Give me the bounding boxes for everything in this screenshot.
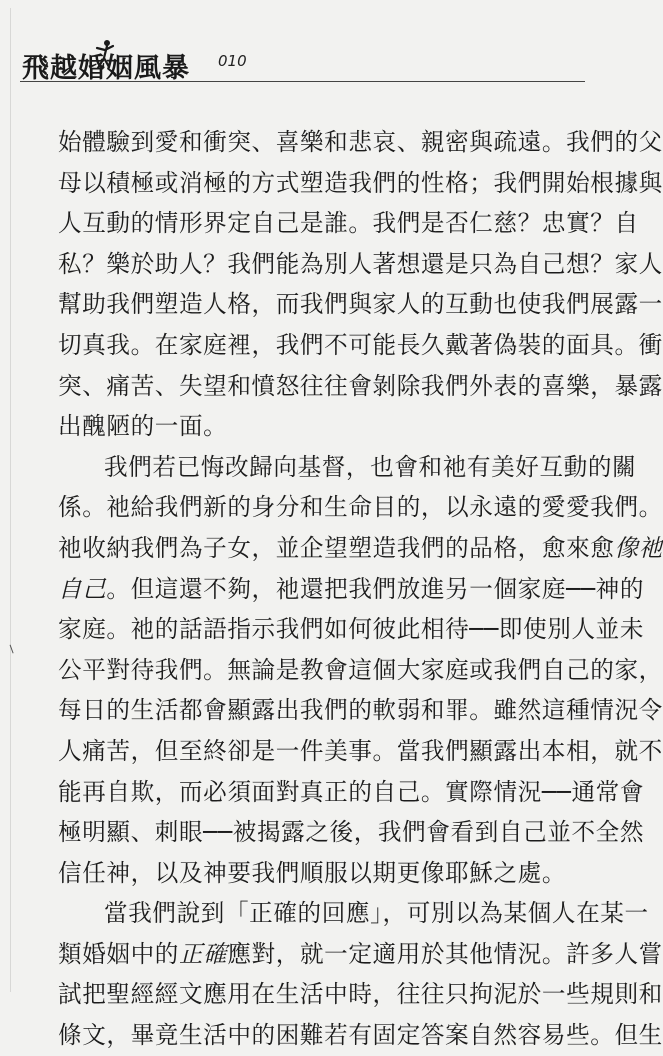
- text-line: 母以積極或消極的方式塑造我們的性格；我們開始根據與: [58, 168, 663, 197]
- text-line: 試把聖經經文應用在生活中時，往往只拘泥於一些規則和: [58, 980, 663, 1009]
- emphasis-text: 正確: [178, 939, 228, 968]
- text-line: 人痛苦，但至終卻是一件美事。當我們顯露出本相，就不: [58, 736, 663, 765]
- text-line: 每日的生活都會顯露出我們的軟弱和罪。雖然這種情況令: [58, 696, 663, 725]
- text-line: [58, 934, 663, 975]
- text-line: 人互動的情形界定自己是誰。我們是否仁慈？忠實？自: [58, 209, 639, 238]
- text-segment: 應對，就一定適用於其他情況。許多人嘗: [227, 939, 663, 968]
- text-line: [58, 569, 645, 610]
- header-rule: [20, 81, 585, 82]
- text-line: 能再自欺，而必須面對真正的自己。實際情況──通常會: [58, 777, 645, 806]
- emphasis-text: 像祂: [614, 533, 663, 562]
- text-line: 條文，畢竟生活中的困難若有固定答案自然容易些。但生: [58, 1021, 663, 1050]
- text-line: 公平對待我們。無論是教會這個大家庭或我們自己的家，: [58, 655, 663, 684]
- text-segment: 。但這還不夠，祂還把我們放進另一個家庭──神的: [106, 574, 645, 603]
- text-line: 突、痛苦、失望和憤怒往往會剝除我們外表的喜樂，暴露: [58, 371, 663, 400]
- text-line: 係。祂給我們新的身分和生命目的，以永遠的愛愛我們。: [58, 493, 663, 522]
- book-title: 飛越婚姻風暴: [22, 53, 190, 84]
- text-line: 出醜陋的一面。: [58, 412, 228, 441]
- text-line: 幫助我們塑造人格，而我們與家人的互動也使我們展露一: [58, 290, 663, 319]
- text-line: 信任神，以及神要我們順服以期更像耶穌之處。: [58, 858, 567, 887]
- emphasis-text: 自己: [58, 574, 107, 603]
- text-line: 私？樂於助人？我們能為別人著想還是只為自己想？家人: [58, 249, 663, 278]
- text-line: 始體驗到愛和衝突、喜樂和悲哀、親密與疏遠。我們的父: [58, 128, 663, 156]
- text-line: 極明顯、刺眼──被揭露之後，我們會看到自己並不全然: [58, 818, 645, 847]
- jumping-figure-icon: [92, 38, 116, 78]
- body-text: [58, 122, 663, 1056]
- text-line: [58, 528, 663, 569]
- running-header: [22, 38, 582, 82]
- text-line: 我們若已悔改歸向基督，也會和祂有美好互動的關: [104, 452, 637, 481]
- page-number: 010: [218, 52, 247, 70]
- text-line: 切真我。在家庭裡，我們不可能長久戴著偽裝的面具。衝: [58, 330, 663, 359]
- text-line: 家庭。祂的話語指示我們如何彼此相待──即使別人並未: [58, 615, 645, 644]
- text-line: 當我們說到「正確的回應」，可別以為某個人在某一: [104, 899, 649, 928]
- text-segment: 類婚姻中的: [58, 939, 179, 968]
- text-segment: 祂收納我們為子女，並企望塑造我們的品格，愈來愈: [58, 533, 615, 562]
